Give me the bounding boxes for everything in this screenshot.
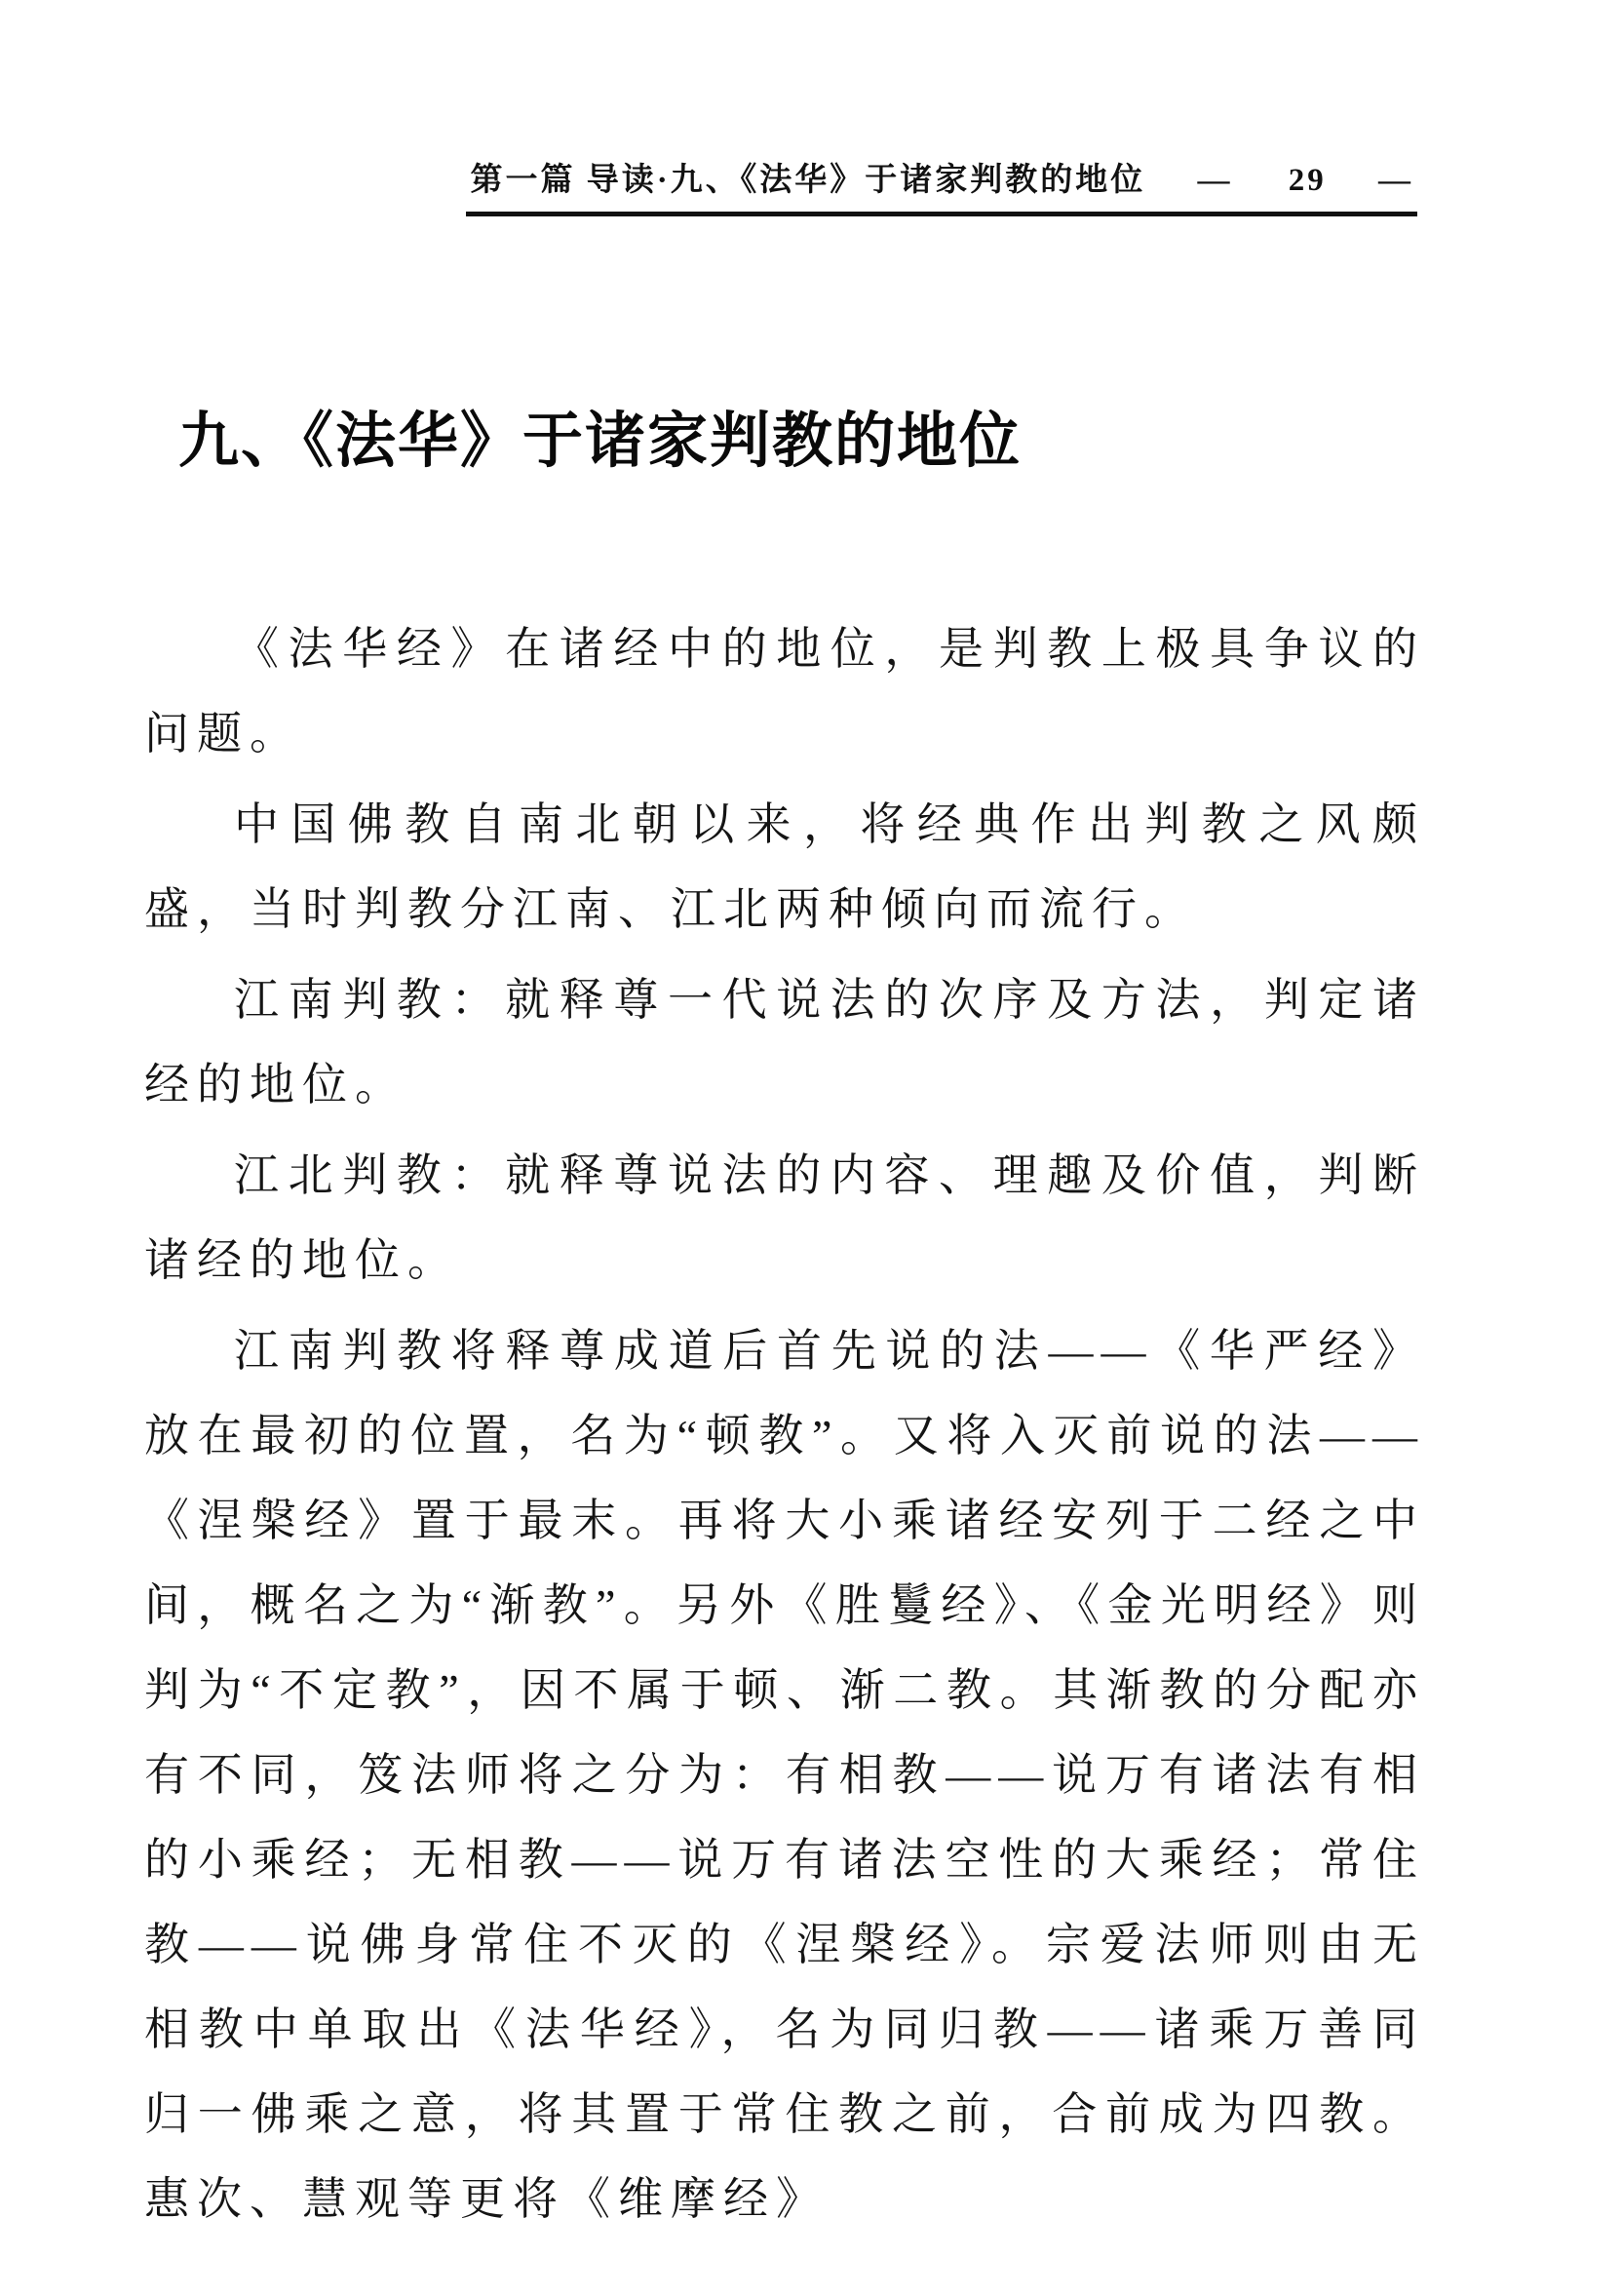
paragraph: 中国佛教自南北朝以来，将经典作出判教之风颇盛，当时判教分江南、江北两种倾向而流行。 [144, 799, 1425, 934]
page-number: 29 [1288, 163, 1327, 198]
running-header [144, 154, 1417, 216]
running-header-dash-right: — [1378, 163, 1413, 198]
paragraph: 江北判教：就释尊说法的内容、理趣及价值，判断诸经的地位。 [144, 1150, 1425, 1285]
body-text [144, 606, 1425, 2241]
running-header-section-label: 第一篇 导读·九、《法华》于诸家判教的地位 [470, 163, 1146, 198]
paragraph: 《法华经》在诸经中的地位，是判教上极具争议的问题。 [144, 624, 1425, 759]
paragraph: 江南判教将释尊成道后首先说的法——《华严经》放在最初的位置，名为“顿教”。又将入灭前说的法——《涅槃经》置于最末。再将大小乘诸经安列于二经之中间，概名之为“渐教”。另外《胜鬘经》、《金光明经》则判为“不定教”，因不属于顿、渐二教。其渐教的分配亦有不同，笈法师将之分为：有相教——说万有诸法有相的小乘经；无相教——说万有诸法空性的大乘经；常住教——说佛身常住不灭的《涅槃经》。宗爱法师则由无相教中单取出《法华经》，名为同归教——诸乘万善同归一佛乘之意，将其置于常住教之前，合前成为四教。惠次、慧观等更将《维摩经》 [144, 1326, 1425, 2224]
running-header-dash-left: — [1197, 163, 1233, 198]
chapter-title: 九、《法华》于诸家判教的地位 [178, 409, 1023, 475]
running-header-inner [466, 154, 1417, 216]
paragraph: 江南判教：就释尊一代说法的次序及方法，判定诸经的地位。 [144, 975, 1425, 1109]
